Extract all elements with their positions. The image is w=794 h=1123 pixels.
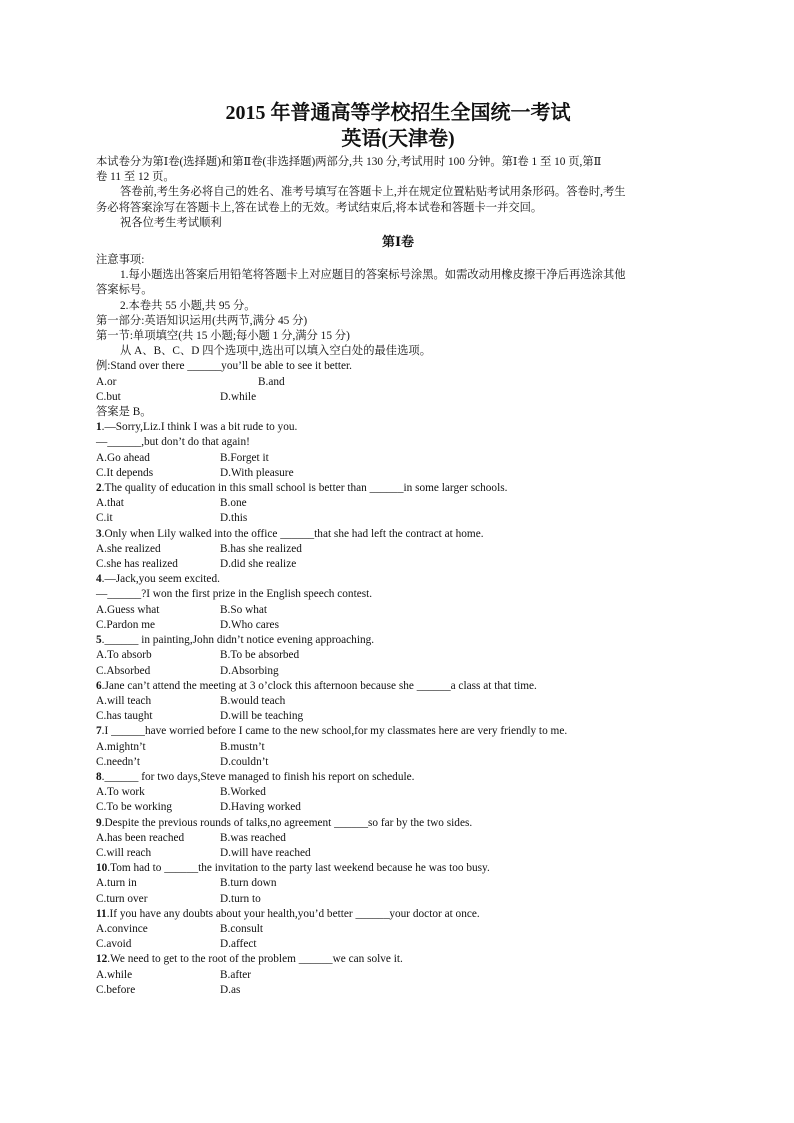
question-item <box>96 420 700 481</box>
question-item <box>96 481 700 527</box>
question-item <box>96 952 700 998</box>
option-d[interactable]: D.this <box>220 512 248 525</box>
question-options <box>96 451 700 481</box>
question-stem <box>96 679 700 694</box>
intro-line: 答卷前,考生务必将自己的姓名、准考号填写在答题卡上,并在规定位置粘贴考试用条形码。答卷时,考生 <box>120 186 626 199</box>
option-a[interactable]: A.while <box>96 968 133 981</box>
question-options <box>96 922 700 952</box>
question-line <box>96 587 700 602</box>
question-text: .If you have any doubts about your health,you’d better ______your doctor at once. <box>106 907 480 920</box>
question-options <box>96 968 700 998</box>
section-heading: 第一节:单项填空(共 15 小题;每小题 1 分,满分 15 分) <box>96 330 350 343</box>
question-stem <box>96 770 700 785</box>
notes-heading: 注意事项: <box>96 254 145 267</box>
question-text: .We need to get to the root of the problem ______we can solve it. <box>107 953 403 966</box>
option-c[interactable]: C.before <box>96 983 136 996</box>
question-number: 4 <box>96 573 102 586</box>
question-options <box>96 603 700 633</box>
option-b[interactable]: B.To be absorbed <box>220 649 300 662</box>
option-c[interactable]: C.turn over <box>96 892 148 905</box>
option-d[interactable]: D.will have reached <box>220 846 311 859</box>
question-item <box>96 861 700 907</box>
option-a[interactable]: A.Go ahead <box>96 451 150 464</box>
option-b[interactable]: B.turn down <box>220 877 277 890</box>
option-c[interactable]: C.It depends <box>96 466 154 479</box>
option-b[interactable]: B.mustn’t <box>220 740 265 753</box>
question-text: .Tom had to ______the invitation to the party last weekend because he was too busy. <box>107 862 490 875</box>
option-d[interactable]: D.affect <box>220 938 257 951</box>
question-number: 8 <box>96 770 102 783</box>
question-number: 2 <box>96 482 102 495</box>
option-d[interactable]: D.Having worked <box>220 801 301 814</box>
question-stem <box>96 420 700 435</box>
example-stem: 例:Stand over there ______you’ll be able to see it better. <box>96 360 352 373</box>
option-b[interactable]: B.was reached <box>220 831 286 844</box>
option-c[interactable]: C.To be working <box>96 801 173 814</box>
option-c[interactable]: C.has taught <box>96 710 153 723</box>
intro-line: 务必将答案涂写在答题卡上,答在试卷上的无效。考试结束后,将本试卷和答题卡一并交回。 <box>96 201 543 214</box>
question-stem <box>96 633 700 648</box>
exam-subtitle: 英语(天津卷) <box>341 128 455 150</box>
question-text: .—Sorry,Liz.I think I was a bit rude to you. <box>101 421 298 434</box>
option-a[interactable]: A.To work <box>96 786 145 799</box>
notes-item: 1.每小题选出答案后用铅笔将答题卡上对应题目的答案标号涂黑。如需改动用橡皮擦干净后再选涂其他 <box>120 269 626 282</box>
question-stem <box>96 816 700 831</box>
option-a[interactable]: A.turn in <box>96 877 137 890</box>
question-text: .The quality of education in this small school is better than ______in some larger schools. <box>101 482 508 495</box>
question-number: 7 <box>96 725 102 738</box>
question-number: 3 <box>96 527 102 540</box>
question-number: 12 <box>96 953 108 966</box>
option-b[interactable]: B.has she realized <box>220 542 302 555</box>
question-number: 1 <box>96 421 102 434</box>
question-line <box>96 435 700 450</box>
question-number: 11 <box>96 907 107 920</box>
instruction: 从 A、B、C、D 四个选项中,选出可以填入空白处的最佳选项。 <box>120 345 431 358</box>
option-b[interactable]: B.after <box>220 968 252 981</box>
question-text: .Jane can’t attend the meeting at 3 o’clock this afternoon because she ______a class at that time. <box>101 679 537 692</box>
question-item <box>96 816 700 862</box>
exam-title: 2015 年普通高等学校招生全国统一考试 <box>225 102 571 124</box>
question-options <box>96 542 700 572</box>
question-options <box>96 694 700 724</box>
question-list <box>96 420 700 998</box>
question-stem <box>96 481 700 496</box>
option-b[interactable]: B.one <box>220 497 247 510</box>
question-number: 9 <box>96 816 102 829</box>
option-b[interactable]: B.consult <box>220 922 263 935</box>
question-text: .I ______have worried before I came to the new school,for my classmates here are very friendly to me. <box>101 725 568 738</box>
option-d[interactable]: D.Absorbing <box>220 664 279 677</box>
example-options <box>96 375 700 405</box>
option-d[interactable]: D.couldn’t <box>220 755 269 768</box>
question-number: 5 <box>96 634 102 647</box>
option-d[interactable]: D.With pleasure <box>220 466 294 479</box>
question-text: .______ for two days,Steve managed to finish his report on schedule. <box>101 770 415 783</box>
option-d[interactable]: D.did she realize <box>220 558 297 571</box>
option-b[interactable]: B.Worked <box>220 786 266 799</box>
option-d[interactable]: D.as <box>220 983 241 996</box>
example-answer: 答案是 B。 <box>96 406 152 419</box>
question-options <box>96 648 700 678</box>
question-number: 10 <box>96 862 108 875</box>
question-stem <box>96 861 700 876</box>
question-text: .______ in painting,John didn’t notice evening approaching. <box>101 634 375 647</box>
intro-line: 本试卷分为第Ⅰ卷(选择题)和第Ⅱ卷(非选择题)两部分,共 130 分,考试用时 100 分钟。第Ⅰ卷 1 至 10 页,第Ⅱ <box>96 156 602 168</box>
question-text: .Only when Lily walked into the office ______that she had left the contract at home. <box>101 527 484 540</box>
option-a[interactable]: A.mightn’t <box>96 740 146 753</box>
question-stem <box>96 572 700 587</box>
question-options <box>96 831 700 861</box>
intro-line: 祝各位考生考试顺利 <box>120 216 222 229</box>
option-d[interactable]: D.will be teaching <box>220 710 304 723</box>
question-item <box>96 527 700 573</box>
question-item <box>96 633 700 679</box>
option-d[interactable]: D.turn to <box>220 892 261 905</box>
question-options <box>96 876 700 906</box>
question-text: —______,but don’t do that again! <box>96 436 250 449</box>
question-stem <box>96 527 700 542</box>
question-stem <box>96 724 700 739</box>
notes-item: 2.本卷共 55 小题,共 95 分。 <box>120 299 256 312</box>
question-stem <box>96 952 700 967</box>
question-stem <box>96 907 700 922</box>
option-c[interactable]: C.needn’t <box>96 755 141 768</box>
option-b[interactable]: B.Forget it <box>220 451 269 464</box>
option-a[interactable]: A.has been reached <box>96 831 185 844</box>
question-item <box>96 679 700 725</box>
option-d[interactable]: D.Who cares <box>220 618 279 631</box>
part-heading: 第一部分:英语知识运用(共两节,满分 45 分) <box>96 314 308 327</box>
option-a: A.or <box>96 375 117 388</box>
option-a[interactable]: A.To absorb <box>96 649 152 662</box>
question-text: .—Jack,you seem excited. <box>101 573 220 586</box>
question-item <box>96 770 700 816</box>
question-options <box>96 740 700 770</box>
question-options <box>96 496 700 526</box>
exam-page <box>96 100 700 998</box>
option-a[interactable]: A.she realized <box>96 542 161 555</box>
option-c[interactable]: C.will reach <box>96 846 152 859</box>
option-c[interactable]: C.she has realized <box>96 558 178 571</box>
option-d: D.while <box>220 390 257 403</box>
question-item <box>96 724 700 770</box>
question-item <box>96 907 700 953</box>
option-c[interactable]: C.avoid <box>96 938 132 951</box>
question-text: —______?I won the first prize in the English speech contest. <box>96 588 373 601</box>
question-options <box>96 785 700 815</box>
option-b[interactable]: B.would teach <box>220 694 286 707</box>
option-b: B.and <box>258 375 285 388</box>
intro-line: 卷 11 至 12 页。 <box>96 171 175 184</box>
option-b[interactable]: B.So what <box>220 603 268 616</box>
option-c[interactable]: C.Pardon me <box>96 618 155 631</box>
option-a[interactable]: A.will teach <box>96 694 152 707</box>
option-c[interactable]: C.it <box>96 512 113 525</box>
option-c: C.but <box>96 390 121 403</box>
option-a[interactable]: A.Guess what <box>96 603 160 616</box>
option-a[interactable]: A.that <box>96 497 124 510</box>
option-c[interactable]: C.Absorbed <box>96 664 151 677</box>
question-number: 6 <box>96 679 102 692</box>
option-a[interactable]: A.convince <box>96 922 148 935</box>
section-title: 第Ⅰ卷 <box>381 234 415 250</box>
question-text: .Despite the previous rounds of talks,no agreement ______so far by the two sides. <box>101 816 473 829</box>
notes-item: 答案标号。 <box>96 284 153 297</box>
question-item <box>96 572 700 633</box>
